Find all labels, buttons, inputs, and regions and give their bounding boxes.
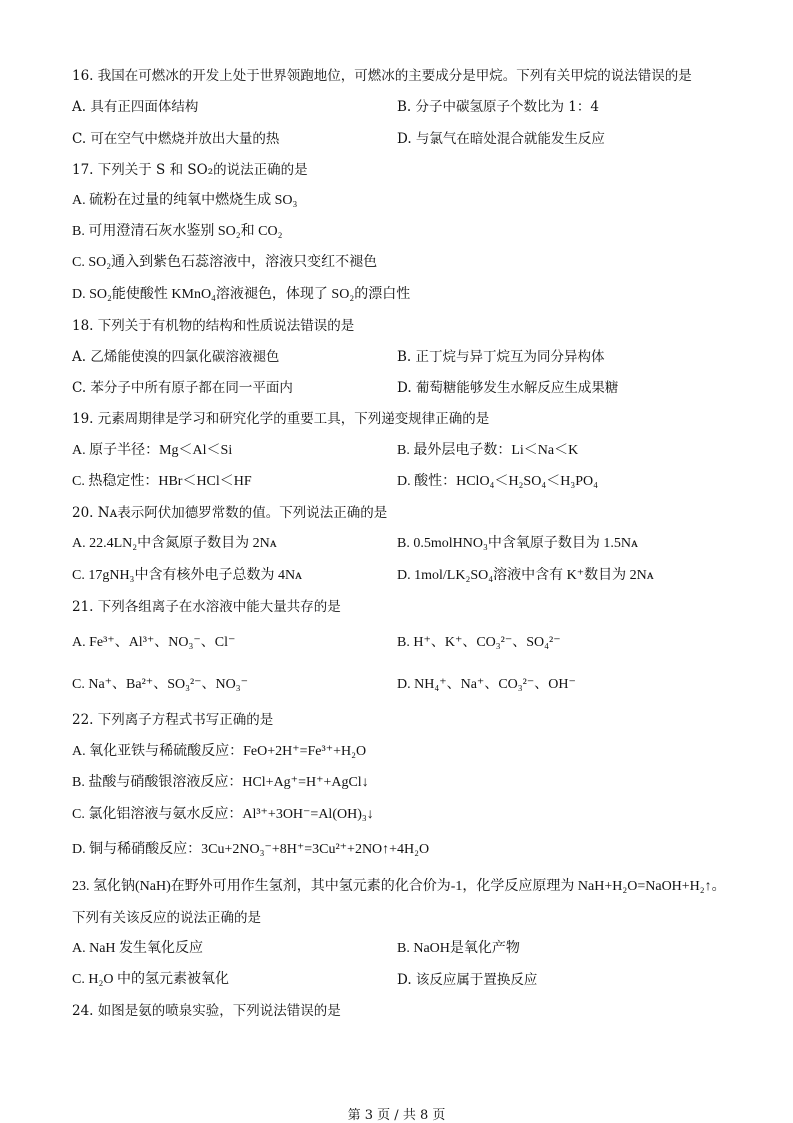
q24-stem: 24. 如图是氨的喷泉实验，下列说法错误的是 <box>72 1003 341 1019</box>
q17-option-b: B. 可用澄清石灰水鉴别 SO₂和 CO₂ <box>72 224 283 239</box>
q18-option-d: D. 葡萄糖能够发生水解反应生成果糖 <box>397 380 619 396</box>
q22-stem: 22. 下列离子方程式书写正确的是 <box>72 712 274 728</box>
q23-stem-line-1: 23. 氢化钠(NaH)在野外可用作生氢剂，其中氢元素的化合价为-1，化学反应原理为 NaH+H₂O=NaOH+H₂↑。 <box>72 879 726 894</box>
q22-option-a: A. 氧化亚铁与稀硫酸反应：FeO+2H⁺=Fe³⁺+H₂O <box>72 744 367 759</box>
q16-option-d: D. 与氯气在暗处混合就能发生反应 <box>397 131 605 147</box>
q20-stem: 20. Nᴀ表示阿伏加德罗常数的值。下列说法正确的是 <box>72 505 388 521</box>
q16-option-c: C. 可在空气中燃烧并放出大量的热 <box>72 131 280 147</box>
q21-option-b: B. H⁺、K⁺、CO₃²⁻、SO₄²⁻ <box>397 635 561 650</box>
q19-option-b: B. 最外层电子数：Li＜Na＜K <box>397 443 579 458</box>
q18-option-c: C. 苯分子中所有原子都在同一平面内 <box>72 380 293 396</box>
q17-stem: 17. 下列关于 S 和 SO₂的说法正确的是 <box>72 162 308 178</box>
q18-option-b: B. 正丁烷与异丁烷互为同分异构体 <box>397 349 605 365</box>
q21-option-d: D. NH₄⁺、Na⁺、CO₃²⁻、OH⁻ <box>397 677 576 692</box>
q22-option-c: C. 氯化铝溶液与氨水反应：Al³⁺+3OH⁻=Al(OH)₃↓ <box>72 807 374 822</box>
q17-option-d: D. SO₂能使酸性 KMnO₄溶液褪色，体现了 SO₂的漂白性 <box>72 287 411 302</box>
q21-option-a: A. Fe³⁺、Al³⁺、NO₃⁻、Cl⁻ <box>72 635 236 650</box>
q21-stem: 21. 下列各组离子在水溶液中能大量共存的是 <box>72 599 341 615</box>
page-footer: 第 3 页 / 共 8 页 <box>347 1108 446 1123</box>
q17-option-c: C. SO₂通入到紫色石蕊溶液中，溶液只变红不褪色 <box>72 255 378 270</box>
q23-option-c: C. H₂O 中的氢元素被氧化 <box>72 972 229 987</box>
q22-option-d: D. 铜与稀硝酸反应：3Cu+2NO₃⁻+8H⁺=3Cu²⁺+2NO↑+4H₂O <box>72 842 430 857</box>
q21-option-c: C. Na⁺、Ba²⁺、SO₃²⁻、NO₃⁻ <box>72 677 249 692</box>
q17-option-a: A. 硫粉在过量的纯氧中燃烧生成 SO₃ <box>72 193 298 208</box>
q19-option-a: A. 原子半径：Mg＜Al＜Si <box>72 443 233 458</box>
q18-option-a: A. 乙烯能使溴的四氯化碳溶液褪色 <box>72 349 280 365</box>
q19-option-c: C. 热稳定性：HBr＜HCl＜HF <box>72 474 252 489</box>
q19-stem: 19. 元素周期律是学习和研究化学的重要工具，下列递变规律正确的是 <box>72 411 490 427</box>
q20-option-b: B. 0.5molHNO₃中含氧原子数目为 1.5Nᴀ <box>397 536 638 551</box>
q18-stem: 18. 下列关于有机物的结构和性质说法错误的是 <box>72 318 355 334</box>
q23-stem-line-2: 下列有关该反应的说法正确的是 <box>72 910 261 926</box>
q16-stem: 16. 我国在可燃冰的开发上处于世界领跑地位，可燃冰的主要成分是甲烷。下列有关甲烷的说法错误的是 <box>72 68 692 84</box>
q23-option-b: B. NaOH是氧化产物 <box>397 941 520 956</box>
q20-option-c: C. 17gNH₃中含有核外电子总数为 4Nᴀ <box>72 568 303 583</box>
q20-option-a: A. 22.4LN₂中含氮原子数目为 2Nᴀ <box>72 536 277 551</box>
q20-option-d: D. 1mol/LK₂SO₄溶液中含有 K⁺数目为 2Nᴀ <box>397 568 654 583</box>
q16-option-a: A. 具有正四面体结构 <box>72 99 199 115</box>
q23-option-a: A. NaH 发生氧化反应 <box>72 941 204 956</box>
q19-option-d: D. 酸性：HClO₄＜H₂SO₄＜H₃PO₄ <box>397 474 598 489</box>
q23-option-d: D. 该反应属于置换反应 <box>397 972 538 988</box>
q16-option-b: B. 分子中碳氢原子个数比为 1：4 <box>397 99 599 115</box>
q22-option-b: B. 盐酸与硝酸银溶液反应：HCl+Ag⁺=H⁺+AgCl↓ <box>72 775 369 790</box>
